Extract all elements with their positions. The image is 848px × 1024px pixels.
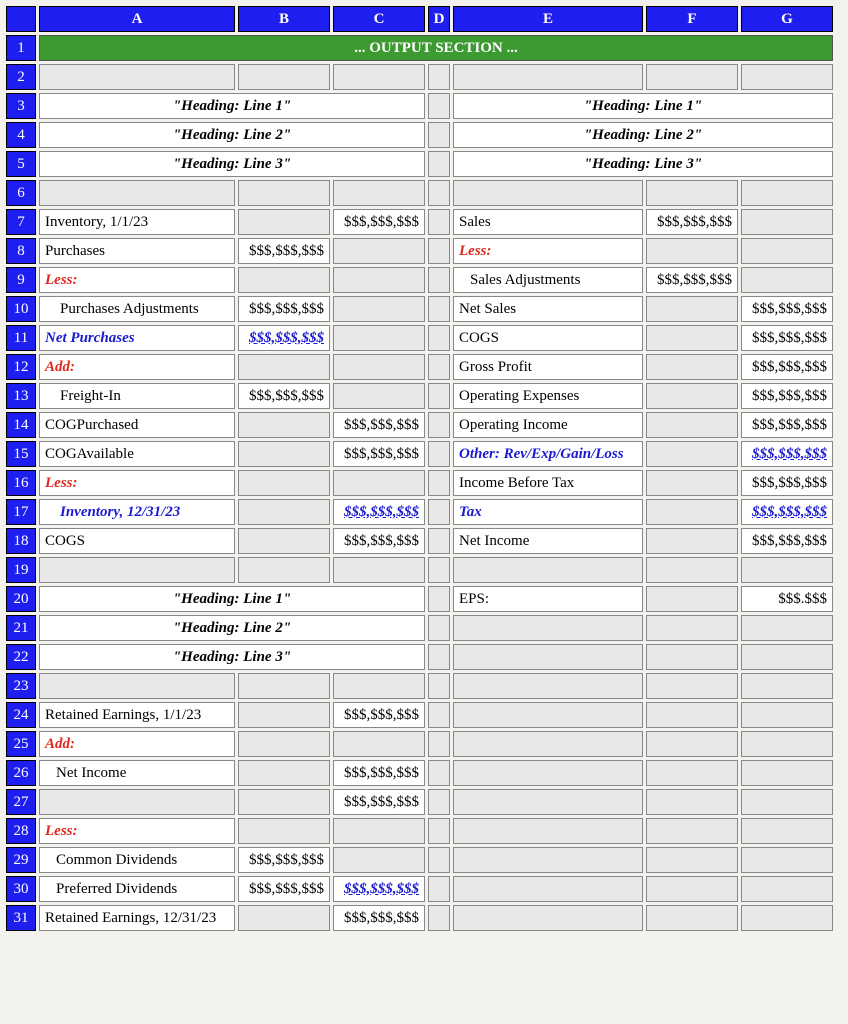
row-header-3[interactable]: 3 [6,93,36,119]
row-25 [6,731,833,757]
row-1 [6,35,833,61]
row-24 [6,702,833,728]
cell-g2[interactable] [741,64,833,90]
cell-a7[interactable]: Inventory, 1/1/23 [39,209,235,235]
row-header-26[interactable]: 26 [6,760,36,786]
cell-b19[interactable] [238,557,330,583]
row-header-8[interactable]: 8 [6,238,36,264]
cell-f10[interactable] [646,296,738,322]
cell-f15[interactable] [646,441,738,467]
cell-d23[interactable] [428,673,450,699]
row-4 [6,122,833,148]
row-header-7[interactable]: 7 [6,209,36,235]
row-3 [6,93,833,119]
column-header-b[interactable]: B [238,6,330,32]
cell-b16[interactable] [238,470,330,496]
cell-b30[interactable]: $$$,$$$,$$$ [238,876,330,902]
cell-f19[interactable] [646,557,738,583]
column-header-c[interactable]: C [333,6,425,32]
cell-e26[interactable] [453,760,643,786]
cell-e28[interactable] [453,818,643,844]
cell-f7[interactable]: $$$,$$$,$$$ [646,209,738,235]
cell-e14[interactable]: Operating Income [453,412,643,438]
cell-e25[interactable] [453,731,643,757]
cell-g23[interactable] [741,673,833,699]
cell-c15[interactable]: $$$,$$$,$$$ [333,441,425,467]
row-header-5[interactable]: 5 [6,151,36,177]
column-header-g[interactable]: G [741,6,833,32]
cell-e23[interactable] [453,673,643,699]
cell-b31[interactable] [238,905,330,931]
cell-d16[interactable] [428,470,450,496]
cell-d7[interactable] [428,209,450,235]
row-15 [6,441,833,467]
row-5 [6,151,833,177]
row-13 [6,383,833,409]
cell-c6[interactable] [333,180,425,206]
row-header-14[interactable]: 14 [6,412,36,438]
cell-c26[interactable]: $$$,$$$,$$$ [333,760,425,786]
cell-c12[interactable] [333,354,425,380]
cell-c9[interactable] [333,267,425,293]
cell-f6[interactable] [646,180,738,206]
row-31 [6,905,833,931]
cell-a14[interactable]: COGPurchased [39,412,235,438]
cell-e20[interactable]: EPS: [453,586,643,612]
cell-b18[interactable] [238,528,330,554]
cell-c29[interactable] [333,847,425,873]
cell-d4[interactable] [428,122,450,148]
cell-d5[interactable] [428,151,450,177]
cell-g31[interactable] [741,905,833,931]
column-header-a[interactable]: A [39,6,235,32]
cell-a11[interactable]: Net Purchases [39,325,235,351]
row-18 [6,528,833,554]
column-header-d[interactable]: D [428,6,450,32]
cell-f11[interactable] [646,325,738,351]
cogs-heading-line-2[interactable]: "Heading: Line 2" [39,122,425,148]
cell-b29[interactable]: $$$,$$$,$$$ [238,847,330,873]
cell-d2[interactable] [428,64,450,90]
cell-g8[interactable] [741,238,833,264]
cell-e12[interactable]: Gross Profit [453,354,643,380]
cell-g22[interactable] [741,644,833,670]
column-header-f[interactable]: F [646,6,738,32]
cell-e18[interactable]: Net Income [453,528,643,554]
cell-g18[interactable]: $$$,$$$,$$$ [741,528,833,554]
row-header-28[interactable]: 28 [6,818,36,844]
row-header-16[interactable]: 16 [6,470,36,496]
row-header-11[interactable]: 11 [6,325,36,351]
re-heading-line-2[interactable]: "Heading: Line 2" [39,615,425,641]
cell-g28[interactable] [741,818,833,844]
cell-f20[interactable] [646,586,738,612]
cell-b25[interactable] [238,731,330,757]
cell-d17[interactable] [428,499,450,525]
cell-f29[interactable] [646,847,738,873]
row-30 [6,876,833,902]
row-10 [6,296,833,322]
row-26 [6,760,833,786]
cell-c2[interactable] [333,64,425,90]
cell-b12[interactable] [238,354,330,380]
cell-e7[interactable]: Sales [453,209,643,235]
cell-a2[interactable] [39,64,235,90]
cell-g14[interactable]: $$$,$$$,$$$ [741,412,833,438]
cell-b10[interactable]: $$$,$$$,$$$ [238,296,330,322]
row-23 [6,673,833,699]
row-header-30[interactable]: 30 [6,876,36,902]
cell-g17[interactable]: $$$,$$$,$$$ [741,499,833,525]
cell-e22[interactable] [453,644,643,670]
row-header-10[interactable]: 10 [6,296,36,322]
cell-d24[interactable] [428,702,450,728]
cell-c16[interactable] [333,470,425,496]
cell-f13[interactable] [646,383,738,409]
cell-f16[interactable] [646,470,738,496]
cell-b13[interactable]: $$$,$$$,$$$ [238,383,330,409]
cell-c18[interactable]: $$$,$$$,$$$ [333,528,425,554]
cell-d6[interactable] [428,180,450,206]
cell-c11[interactable] [333,325,425,351]
cell-a19[interactable] [39,557,235,583]
cell-e6[interactable] [453,180,643,206]
cell-d25[interactable] [428,731,450,757]
cell-d12[interactable] [428,354,450,380]
cell-d31[interactable] [428,905,450,931]
cell-e9[interactable]: Sales Adjustments [453,267,643,293]
row-21 [6,615,833,641]
cell-g10[interactable]: $$$,$$$,$$$ [741,296,833,322]
cell-a9[interactable]: Less: [39,267,235,293]
cell-d13[interactable] [428,383,450,409]
row-7 [6,209,833,235]
row-22 [6,644,833,670]
cell-g6[interactable] [741,180,833,206]
cell-d14[interactable] [428,412,450,438]
cell-a10[interactable]: Purchases Adjustments [39,296,235,322]
cell-f30[interactable] [646,876,738,902]
cell-g12[interactable]: $$$,$$$,$$$ [741,354,833,380]
row-14 [6,412,833,438]
income-heading-line-2[interactable]: "Heading: Line 2" [453,122,833,148]
cell-f21[interactable] [646,615,738,641]
cell-f18[interactable] [646,528,738,554]
cell-b23[interactable] [238,673,330,699]
cell-g30[interactable] [741,876,833,902]
cell-d15[interactable] [428,441,450,467]
cell-g25[interactable] [741,731,833,757]
re-heading-line-1[interactable]: "Heading: Line 1" [39,586,425,612]
row-header-21[interactable]: 21 [6,615,36,641]
cell-d11[interactable] [428,325,450,351]
row-header-27[interactable]: 27 [6,789,36,815]
cell-a24[interactable]: Retained Earnings, 1/1/23 [39,702,235,728]
cell-e2[interactable] [453,64,643,90]
cell-e15[interactable]: Other: Rev/Exp/Gain/Loss [453,441,643,467]
row-header-2[interactable]: 2 [6,64,36,90]
cell-c25[interactable] [333,731,425,757]
cell-c8[interactable] [333,238,425,264]
cell-a8[interactable]: Purchases [39,238,235,264]
cell-f25[interactable] [646,731,738,757]
cell-a28[interactable]: Less: [39,818,235,844]
cell-c13[interactable] [333,383,425,409]
cell-c28[interactable] [333,818,425,844]
cell-a26[interactable]: Net Income [39,760,235,786]
cell-e21[interactable] [453,615,643,641]
cell-f24[interactable] [646,702,738,728]
cell-c17[interactable]: $$$,$$$,$$$ [333,499,425,525]
row-2 [6,64,833,90]
cell-f2[interactable] [646,64,738,90]
row-27 [6,789,833,815]
row-header-13[interactable]: 13 [6,383,36,409]
cell-g24[interactable] [741,702,833,728]
cell-b14[interactable] [238,412,330,438]
row-header-25[interactable]: 25 [6,731,36,757]
cell-d9[interactable] [428,267,450,293]
cell-d26[interactable] [428,760,450,786]
cell-f22[interactable] [646,644,738,670]
row-header-4[interactable]: 4 [6,122,36,148]
cell-g9[interactable] [741,267,833,293]
cell-f17[interactable] [646,499,738,525]
cell-g7[interactable] [741,209,833,235]
cell-d3[interactable] [428,93,450,119]
output-section-title[interactable]: ... OUTPUT SECTION ... [39,35,833,61]
cell-e10[interactable]: Net Sales [453,296,643,322]
column-header-e[interactable]: E [453,6,643,32]
row-header-29[interactable]: 29 [6,847,36,873]
row-header-20[interactable]: 20 [6,586,36,612]
cell-d18[interactable] [428,528,450,554]
cell-a27[interactable] [39,789,235,815]
row-6 [6,180,833,206]
cell-d21[interactable] [428,615,450,641]
row-header-17[interactable]: 17 [6,499,36,525]
cell-b27[interactable] [238,789,330,815]
row-header-31[interactable]: 31 [6,905,36,931]
cell-e13[interactable]: Operating Expenses [453,383,643,409]
re-heading-line-3[interactable]: "Heading: Line 3" [39,644,425,670]
row-header-9[interactable]: 9 [6,267,36,293]
row-header-6[interactable]: 6 [6,180,36,206]
cell-a17[interactable]: Inventory, 12/31/23 [39,499,235,525]
cell-c30[interactable]: $$$,$$$,$$$ [333,876,425,902]
cell-f14[interactable] [646,412,738,438]
cell-f8[interactable] [646,238,738,264]
cell-b26[interactable] [238,760,330,786]
cell-e27[interactable] [453,789,643,815]
cell-a15[interactable]: COGAvailable [39,441,235,467]
cell-g15[interactable]: $$$,$$$,$$$ [741,441,833,467]
cogs-heading-line-3[interactable]: "Heading: Line 3" [39,151,425,177]
cell-f27[interactable] [646,789,738,815]
row-header-18[interactable]: 18 [6,528,36,554]
cell-e11[interactable]: COGS [453,325,643,351]
cell-g20[interactable]: $$$.$$$ [741,586,833,612]
cell-d30[interactable] [428,876,450,902]
cell-c24[interactable]: $$$,$$$,$$$ [333,702,425,728]
cell-a13[interactable]: Freight-In [39,383,235,409]
cell-b11[interactable]: $$$,$$$,$$$ [238,325,330,351]
cell-c31[interactable]: $$$,$$$,$$$ [333,905,425,931]
cell-a12[interactable]: Add: [39,354,235,380]
cell-b24[interactable] [238,702,330,728]
cell-d28[interactable] [428,818,450,844]
row-header-1[interactable]: 1 [6,35,36,61]
cell-e24[interactable] [453,702,643,728]
spreadsheet-grid [3,3,836,934]
cell-g16[interactable]: $$$,$$$,$$$ [741,470,833,496]
row-17 [6,499,833,525]
income-heading-line-3[interactable]: "Heading: Line 3" [453,151,833,177]
cell-d22[interactable] [428,644,450,670]
row-16 [6,470,833,496]
cell-g21[interactable] [741,615,833,641]
cell-b6[interactable] [238,180,330,206]
cell-b8[interactable]: $$$,$$$,$$$ [238,238,330,264]
cogs-heading-line-1[interactable]: "Heading: Line 1" [39,93,425,119]
row-header-24[interactable]: 24 [6,702,36,728]
row-8 [6,238,833,264]
cell-c23[interactable] [333,673,425,699]
cell-f28[interactable] [646,818,738,844]
cell-b15[interactable] [238,441,330,467]
row-11 [6,325,833,351]
select-all-corner[interactable] [6,6,36,32]
cell-d8[interactable] [428,238,450,264]
cell-f9[interactable]: $$$,$$$,$$$ [646,267,738,293]
cell-d20[interactable] [428,586,450,612]
cell-a25[interactable]: Add: [39,731,235,757]
cell-f31[interactable] [646,905,738,931]
cell-c27[interactable]: $$$,$$$,$$$ [333,789,425,815]
row-28 [6,818,833,844]
cell-c7[interactable]: $$$,$$$,$$$ [333,209,425,235]
cell-d29[interactable] [428,847,450,873]
cell-f12[interactable] [646,354,738,380]
cell-d10[interactable] [428,296,450,322]
row-header-22[interactable]: 22 [6,644,36,670]
cell-a30[interactable]: Preferred Dividends [39,876,235,902]
cell-b28[interactable] [238,818,330,844]
cell-e8[interactable]: Less: [453,238,643,264]
cell-g13[interactable]: $$$,$$$,$$$ [741,383,833,409]
cell-d27[interactable] [428,789,450,815]
row-29 [6,847,833,873]
cell-d19[interactable] [428,557,450,583]
cell-e30[interactable] [453,876,643,902]
cell-e19[interactable] [453,557,643,583]
column-header-row [6,6,833,32]
cell-g11[interactable]: $$$,$$$,$$$ [741,325,833,351]
cell-e17[interactable]: Tax [453,499,643,525]
cell-c14[interactable]: $$$,$$$,$$$ [333,412,425,438]
row-19 [6,557,833,583]
cell-a31[interactable]: Retained Earnings, 12/31/23 [39,905,235,931]
cell-b2[interactable] [238,64,330,90]
row-header-23[interactable]: 23 [6,673,36,699]
cell-a23[interactable] [39,673,235,699]
cell-e31[interactable] [453,905,643,931]
cell-g27[interactable] [741,789,833,815]
cell-g19[interactable] [741,557,833,583]
cell-f23[interactable] [646,673,738,699]
row-header-15[interactable]: 15 [6,441,36,467]
cell-f26[interactable] [646,760,738,786]
cell-e29[interactable] [453,847,643,873]
cell-a29[interactable]: Common Dividends [39,847,235,873]
cell-a16[interactable]: Less: [39,470,235,496]
cell-c19[interactable] [333,557,425,583]
cell-a6[interactable] [39,180,235,206]
cell-b17[interactable] [238,499,330,525]
income-heading-line-1[interactable]: "Heading: Line 1" [453,93,833,119]
row-header-12[interactable]: 12 [6,354,36,380]
cell-b9[interactable] [238,267,330,293]
cell-c10[interactable] [333,296,425,322]
row-9 [6,267,833,293]
cell-e16[interactable]: Income Before Tax [453,470,643,496]
cell-a18[interactable]: COGS [39,528,235,554]
row-header-19[interactable]: 19 [6,557,36,583]
row-20 [6,586,833,612]
cell-g26[interactable] [741,760,833,786]
cell-b7[interactable] [238,209,330,235]
cell-g29[interactable] [741,847,833,873]
row-12 [6,354,833,380]
